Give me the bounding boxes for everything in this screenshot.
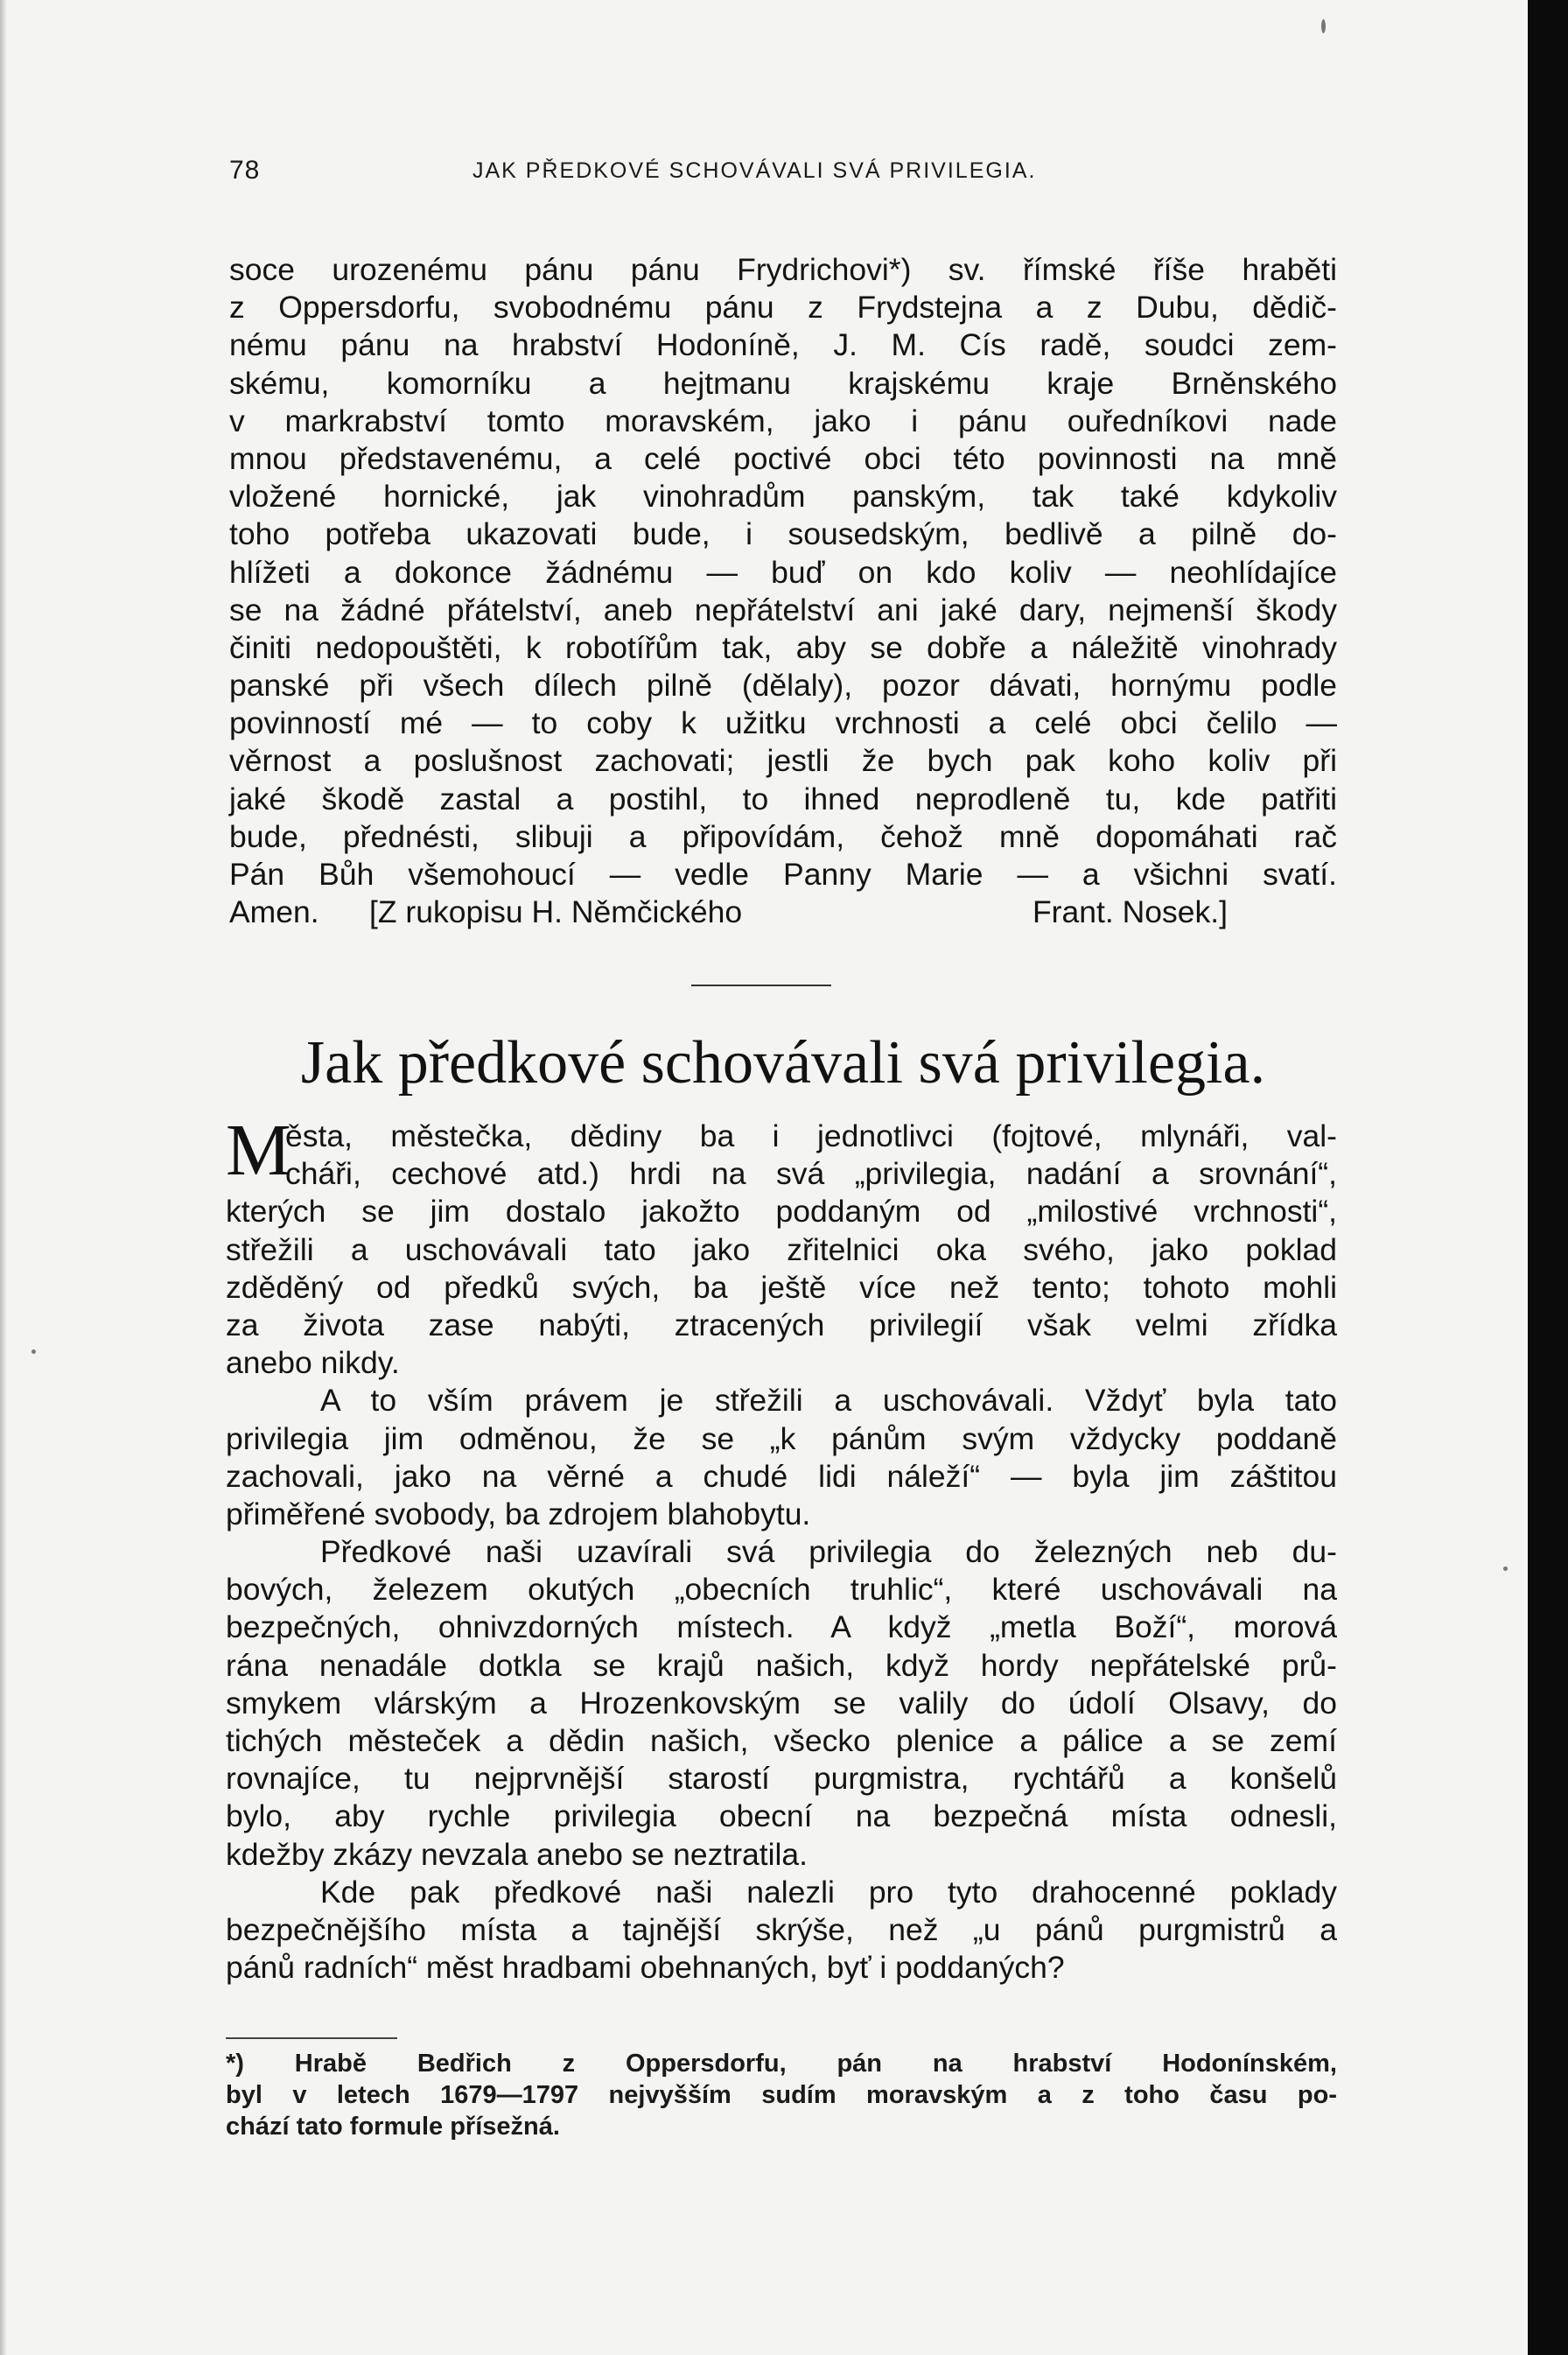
text-line: bových, železem okutých „obecních truhlic“, které uschovávali na xyxy=(226,1572,1337,1608)
drop-cap: M xyxy=(226,1110,291,1191)
text-line: pánů radních“ měst hradbami obehnaných, byť i poddaných? xyxy=(226,1950,1065,1986)
text-line: zděděný od předků svých, ba ještě více než tento; tohoto mohli xyxy=(226,1269,1337,1305)
text-line: mnou představenému, a celé poctivé obci této povinnosti na mně xyxy=(229,440,1337,476)
oath-text xyxy=(229,251,1337,931)
text-line: se na žádné přátelství, aneb nepřátelství ani jaké dary, nejmenší škody xyxy=(229,592,1337,627)
text-line: privilegia jim odměnou, že se „k pánům svým vždycky poddaně xyxy=(226,1420,1337,1456)
text-line: věrnost a poslušnost zachovati; jestli že bych pak koho koliv při xyxy=(229,743,1337,779)
text-line: kterých se jim dostalo jakožto poddaným od „milostivé vrchnosti“, xyxy=(226,1194,1337,1230)
text-line: cháři, cechové atd.) hrdi na svá „privilegia, nadání a srovnání“, xyxy=(285,1156,1337,1192)
signature: Frant. Nosek.] xyxy=(1032,894,1228,930)
text-line: smykem vlárským a Hrozenkovským se valily do údolí Olsavy, do xyxy=(226,1685,1337,1721)
text-line: skému, komorníku a hejtmanu krajskému kraje Brněnského xyxy=(229,365,1337,401)
footnote-line: byl v letech 1679—1797 nejvyšším sudím moravským a z toho času po- xyxy=(226,2081,1337,2109)
text-line: povinností mé — to coby k užitku vrchnosti a celé obci čelilo — xyxy=(229,705,1337,741)
text-line: bezpečnějšího místa a tajnější skrýše, než „u pánů purgmistrů a xyxy=(226,1911,1337,1947)
text-line: tichých městeček a dědin našich, všecko plenice a pálice a se zemí xyxy=(226,1723,1337,1758)
running-title: JAK PŘEDKOVÉ SCHOVÁVALI SVÁ PRIVILEGIA. xyxy=(472,158,1037,183)
text-line: toho potřeba ukazovati bude, i sousedským, bedlivě a pilně do- xyxy=(229,516,1337,552)
text-line: jaké škodě zastal a postihl, to ihned neprodleně tu, kde patřiti xyxy=(229,781,1337,817)
text-line: v markrabství tomto moravském, jako i pánu ouředníkovi nade xyxy=(229,403,1337,438)
text-line: Pán Bůh všemohoucí — vedle Panny Marie — a všichni svatí. xyxy=(229,857,1337,892)
text-line: činiti nedopouštěti, k robotířům tak, aby se dobře a náležitě vinohrady xyxy=(229,629,1337,665)
text-line: Kde pak předkové naši nalezli pro tyto drahocenné poklady xyxy=(320,1874,1337,1910)
scan-border xyxy=(1528,0,1568,2355)
text-line: přiměřené svobody, ba zdrojem blahobytu. xyxy=(226,1496,811,1531)
text-line: rovnajíce, tu nejprvnější starostí purgmistra, rychtářů a konšelů xyxy=(226,1761,1337,1797)
source-note: [Z rukopisu H. Němčického xyxy=(369,894,743,930)
text-line: zachovali, jako na věrné a chudé lidi náleží“ — byla jim záštitou xyxy=(226,1458,1337,1494)
text-line: panské při všech dílech pilně (dělaly), pozor dávati, hornýmu podle xyxy=(229,668,1337,704)
scan-speck xyxy=(32,1349,36,1354)
section-divider xyxy=(691,985,831,986)
text-line: Předkové naši uzavírali svá privilegia do železných neb du- xyxy=(320,1534,1337,1570)
footnote-rule xyxy=(226,2037,397,2039)
text-line: hlížeti a dokonce žádnému — buď on kdo koliv — neohlídajíce xyxy=(229,554,1337,590)
footnote xyxy=(226,2048,1337,2142)
scan-speck xyxy=(1321,19,1326,33)
article-title: Jak předkové schovávali svá privilegia. xyxy=(300,1029,1266,1097)
text-line: anebo nikdy. xyxy=(226,1345,400,1381)
text-line: bylo, aby rychle privilegia obecní na bezpečná místa odnesli, xyxy=(226,1798,1337,1834)
text-line: ěsta, městečka, dědiny ba i jednotlivci (fojtové, mlynáři, val- xyxy=(285,1118,1337,1153)
scan-speck xyxy=(1503,1566,1508,1571)
footnote-line: *) Hrabě Bedřich z Oppersdorfu, pán na hrabství Hodonínském, xyxy=(226,2050,1337,2078)
amen: Amen. xyxy=(229,894,319,930)
text-line: bude, přednésti, slibuji a připovídám, čehož mně dopomáhati rač xyxy=(229,818,1337,854)
text-line: soce urozenému pánu pánu Frydrichovi*) sv. římské říše hraběti xyxy=(229,252,1337,287)
closing-line xyxy=(229,894,1337,931)
text-line: za života zase nabýti, ztracených privilegií však velmi zřídka xyxy=(226,1307,1337,1342)
text-line: bezpečných, ohnivzdorných místech. A když „metla Boží“, morová xyxy=(226,1609,1337,1645)
text-line: vložené hornické, jak vinohradům panským, tak také kdykoliv xyxy=(229,479,1337,515)
article-body xyxy=(226,1110,1337,1987)
footnote-line: chází tato formule přísežná. xyxy=(226,2113,560,2141)
page-left-shadow xyxy=(0,0,7,2355)
text-line: z Oppersdorfu, svobodnému pánu z Frydstejna a z Dubu, dědič- xyxy=(229,290,1337,326)
text-line: kdežby zkázy nevzala anebo se neztratila. xyxy=(226,1836,808,1872)
text-line: střežili a uschovávali tato jako zřitelnici oka svého, jako poklad xyxy=(226,1231,1337,1267)
text-line: rána nenadále dotkla se krajů našich, když hordy nepřátelské prů- xyxy=(226,1647,1337,1683)
page-header xyxy=(229,156,1349,191)
text-line: A to vším právem je střežili a uschovávali. Vždyť byla tato xyxy=(320,1383,1337,1419)
page-number: 78 xyxy=(229,156,261,185)
text-line: nému pánu na hrabství Hodoníně, J. M. Cís radě, soudci zem- xyxy=(229,327,1337,363)
